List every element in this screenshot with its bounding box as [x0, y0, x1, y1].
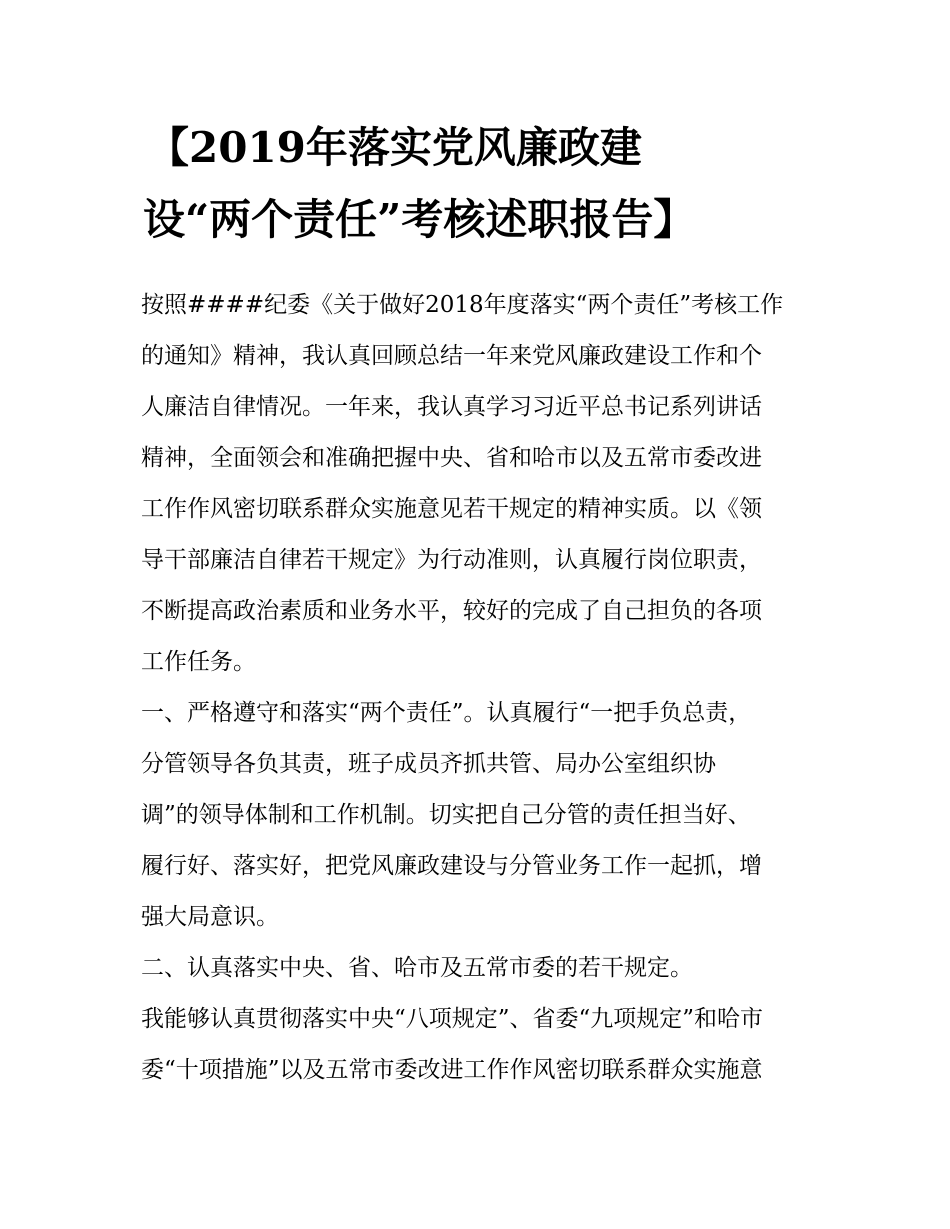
body-line: 强大局意识。 — [141, 904, 279, 930]
body-line: 工作任务。 — [141, 649, 256, 675]
body-line: 人廉洁自律情况。一年来，我认真学习习近平总书记系列讲话 — [141, 394, 762, 420]
title-line-1: 【2019年落实党风廉政建 — [147, 123, 642, 172]
document-title — [143, 112, 843, 256]
body-line: 按照####纪委《关于做好2018年度落实“两个责任”考核工作 — [141, 292, 784, 318]
body-line: 不断提高政治素质和业务水平，较好的完成了自己担负的各项 — [141, 598, 762, 624]
body-line: 工作作风密切联系群众实施意见若干规定的精神实质。以《领 — [141, 496, 762, 522]
body-line: 委“十项措施”以及五常市委改进工作作风密切联系群众实施意 — [141, 1057, 763, 1083]
section-heading-2: 二、认真落实中央、省、哈市及五常市委的若干规定。 — [141, 955, 693, 981]
body-line: 精神，全面领会和准确把握中央、省和哈市以及五常市委改进 — [141, 445, 762, 471]
body-line: 履行好、落实好，把党风廉政建设与分管业务工作一起抓，增 — [141, 853, 762, 879]
title-line-2: 设“两个责任”考核述职报告】 — [143, 195, 696, 244]
document-body — [141, 280, 821, 1096]
body-line: 的通知》精神，我认真回顾总结一年来党风廉政建设工作和个 — [141, 343, 762, 369]
body-line: 调”的领导体制和工作机制。切实把自己分管的责任担当好、 — [141, 802, 751, 828]
body-line: 我能够认真贯彻落实中央“八项规定”、省委“九项规定”和哈市 — [141, 1006, 764, 1032]
section-heading-1: 一、严格遵守和落实“两个责任”。认真履行“一把手负总责， — [141, 700, 752, 726]
body-line: 导干部廉洁自律若干规定》为行动准则，认真履行岗位职责， — [141, 547, 762, 573]
body-line: 分管领导各负其责，班子成员齐抓共管、局办公室组织协 — [141, 751, 716, 777]
